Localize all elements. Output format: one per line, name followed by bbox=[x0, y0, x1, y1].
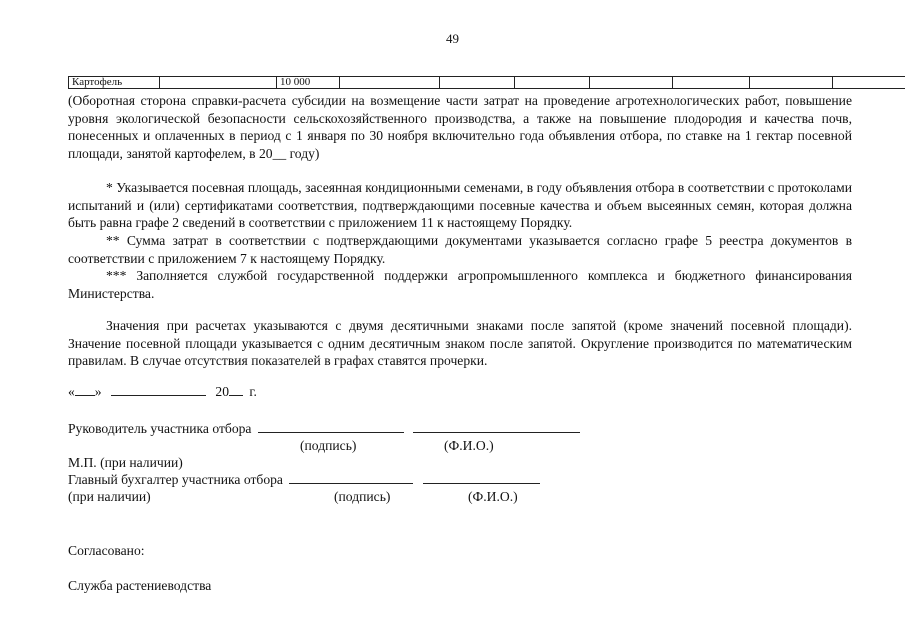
table-cell bbox=[160, 77, 277, 89]
year-prefix: 20 bbox=[215, 384, 229, 399]
table-cell bbox=[673, 77, 750, 89]
head-fio-blank bbox=[413, 420, 580, 433]
accountant-line bbox=[68, 471, 540, 488]
footnote-2: ** Сумма затрат в соответствии с подтверждающими документами указывается согласно графе 5 реестра документов в соответствии с приложением 7 к настоящему Порядку. bbox=[68, 233, 852, 266]
agreed-label: Согласовано: bbox=[68, 543, 145, 558]
table-cell bbox=[340, 77, 440, 89]
service-label: Служба растениеводства bbox=[68, 578, 212, 593]
month-blank bbox=[111, 383, 206, 396]
accountant-fio-blank bbox=[423, 471, 540, 484]
reverse-side-paragraph: (Оборотная сторона справки-расчета субсидии на возмещение части затрат на проведение агротехнологических работ, повышение уровня экологической безопасности сельскохозяйственного производства, а также на повышение плодородия и качества почв, понесенных и оплаченных в период с 1 января по 30 ноября включительно года объявления отбора, по ставке на 1 гектар посевной площади, занятой картофелем, в 20__ году) bbox=[68, 93, 852, 161]
footnote-1: * Указывается посевная площадь, засеянная кондиционными семенами, в году объявления отбора в соответствии с протоколами испытаний и (или) сертификатами соответствия, подтверждающими посевные качества и объем высеянных семян, которая должна быть равна графе 2 сведений в соответствии с приложением 11 к настоящему Порядку. bbox=[68, 180, 852, 230]
accountant-fio-hint: (Ф.И.О.) bbox=[468, 489, 518, 504]
date-close-quote: » bbox=[94, 384, 102, 399]
stamp-label: М.П. (при наличии) bbox=[68, 455, 183, 470]
accountant-signature-hint: (подпись) bbox=[334, 489, 391, 504]
table-cell: 10 000 bbox=[277, 77, 340, 89]
head-line bbox=[68, 420, 580, 437]
head-signature-blank bbox=[258, 420, 404, 433]
head-fio-hint: (Ф.И.О.) bbox=[444, 438, 494, 453]
table-cell bbox=[750, 77, 833, 89]
table-cell: Картофель bbox=[69, 77, 160, 89]
accountant-note: (при наличии) bbox=[68, 489, 151, 504]
rounding-paragraph: Значения при расчетах указываются с двумя десятичными знаками после запятой (кроме значений посевной площади). Значение посевной площади указывается с одним десятичным знаком после запятой. Округление производится по математическим правилам. В случае отсутствия показателей в графах ставятся прочерки. bbox=[68, 318, 852, 368]
head-signature-hint: (подпись) bbox=[300, 438, 357, 453]
date-open-quote: « bbox=[68, 384, 75, 399]
accountant-signature-blank bbox=[289, 471, 413, 484]
table-cell bbox=[833, 77, 905, 89]
footnote-3: *** Заполняется службой государственной поддержки агропромышленного комплекса и бюджетного финансирования Министерства. bbox=[68, 268, 852, 301]
accountant-label: Главный бухгалтер участника отбора bbox=[68, 472, 283, 487]
day-blank bbox=[75, 383, 95, 396]
table-cell bbox=[515, 77, 590, 89]
date-line bbox=[68, 383, 257, 400]
crop-table bbox=[68, 76, 905, 89]
year-blank bbox=[229, 383, 243, 396]
head-label: Руководитель участника отбора bbox=[68, 421, 252, 436]
year-suffix: г. bbox=[249, 384, 257, 399]
table-cell bbox=[590, 77, 673, 89]
page-number: 49 bbox=[446, 31, 459, 46]
table-row bbox=[69, 77, 905, 89]
table-cell bbox=[440, 77, 515, 89]
